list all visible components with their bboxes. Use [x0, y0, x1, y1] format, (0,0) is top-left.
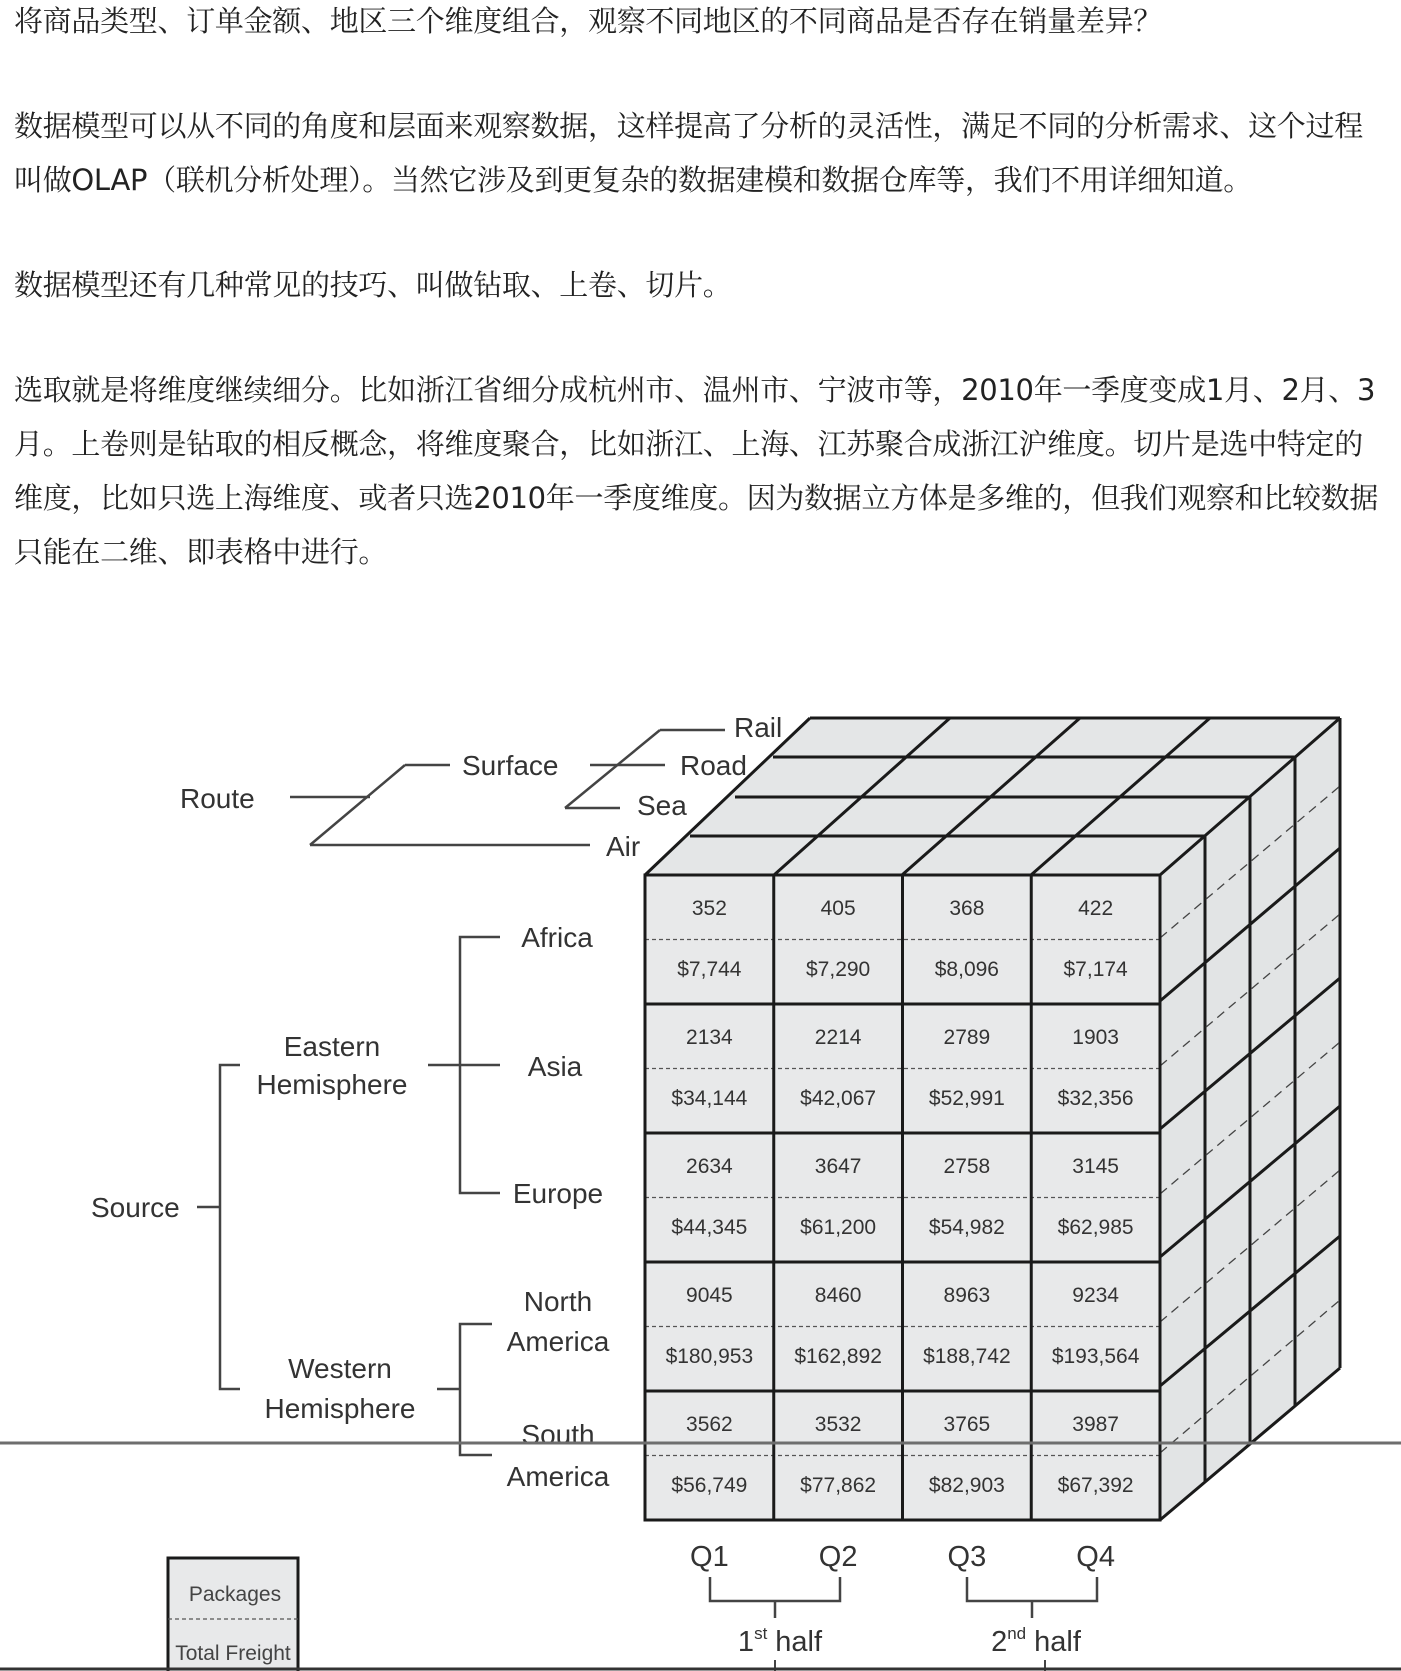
region-europe-label: Europe	[512, 1178, 604, 1209]
cell-packages-value: 9045	[686, 1284, 733, 1307]
cell-packages-value: 3532	[814, 1413, 862, 1436]
region-asia-label: Asia	[527, 1051, 583, 1082]
cell-freight-value: $7,744	[677, 958, 742, 981]
cell-packages-value: 8963	[943, 1284, 991, 1307]
cell-packages-value: 2214	[814, 1026, 862, 1049]
cell-freight-value: $44,345	[671, 1216, 748, 1239]
legend-total-freight: Total Freight	[175, 1642, 291, 1665]
quarter-label: Q4	[1076, 1541, 1115, 1573]
cell-packages-value: 3647	[814, 1155, 862, 1178]
cell-freight-value: $82,903	[928, 1474, 1005, 1497]
route-label: Route	[180, 783, 255, 814]
cell-packages-value: 9234	[1072, 1284, 1119, 1307]
cell-freight-value: $32,356	[1057, 1087, 1134, 1110]
legend-box	[168, 1558, 298, 1671]
paragraph-drill-rollup-slice: 选取就是将维度继续细分。比如浙江省细分成杭州市、温州市、宁波市等，2010年一季度变成1月、2月、3月。上卷则是钻取的相反概念，将维度聚合，比如浙江、上海、江苏聚合成浙江沪维度。切片是选中特定的维度，比如只选上海维度、或者只选2010年一季度维度。因为数据立方体是多维的，但我们观察和比较数据只能在二维、即表格中进行。	[14, 373, 1379, 569]
cell-packages-value: 368	[949, 897, 985, 920]
source-label: Source	[91, 1192, 180, 1223]
cell-packages-value: 3562	[686, 1413, 733, 1436]
region-north-america-line1: North	[523, 1286, 593, 1317]
cell-packages-value: 8460	[814, 1284, 862, 1307]
cell-freight-value: $52,991	[928, 1087, 1005, 1110]
cell-packages-value: 405	[820, 897, 856, 920]
first-half-label: 1st half	[737, 1624, 823, 1658]
second-half-label: 2nd half	[991, 1624, 1081, 1658]
cell-packages-value: 3987	[1072, 1413, 1119, 1436]
cell-freight-value: $62,985	[1057, 1216, 1134, 1239]
cell-freight-value: $188,742	[923, 1345, 1011, 1368]
route-sea-label: Sea	[637, 790, 687, 821]
cell-freight-value: $8,096	[934, 958, 999, 981]
cell-freight-value: $7,290	[806, 958, 871, 981]
cell-packages-value: 2134	[686, 1026, 733, 1049]
cell-packages-value: 3765	[943, 1413, 991, 1436]
cell-freight-value: $34,144	[671, 1087, 748, 1110]
route-surface-label: Surface	[462, 750, 559, 781]
paragraph-intro-question: 将商品类型、订单金额、地区三个维度组合，观察不同地区的不同商品是否存在销量差异？	[14, 4, 1163, 38]
cell-packages-value: 2758	[943, 1155, 991, 1178]
cell-freight-value: $162,892	[794, 1345, 882, 1368]
route-rail-label: Rail	[734, 712, 783, 743]
legend-packages: Packages	[188, 1583, 282, 1606]
cell-freight-value: $77,862	[800, 1474, 877, 1497]
cell-packages-value: 352	[691, 897, 727, 920]
cell-freight-value: $61,200	[800, 1216, 877, 1239]
cell-packages-value: 2634	[686, 1155, 733, 1178]
cell-packages-value: 422	[1078, 897, 1114, 920]
cell-freight-value: $56,749	[671, 1474, 748, 1497]
region-africa-label: Africa	[521, 922, 593, 953]
paragraph-olap: 数据模型可以从不同的角度和层面来观察数据，这样提高了分析的灵活性，满足不同的分析需求、这个过程叫做OLAP（联机分析处理）。当然它涉及到更复杂的数据建模和数据仓库等，我们不用详细知道。	[14, 109, 1363, 197]
eastern-hemisphere-line1: Eastern	[283, 1031, 381, 1062]
western-hemisphere-line2: Hemisphere	[264, 1393, 416, 1424]
cell-freight-value: $193,564	[1051, 1345, 1140, 1368]
paragraph-techniques: 数据模型还有几种常见的技巧、叫做钻取、上卷、切片。	[14, 268, 732, 302]
cell-freight-value: $7,174	[1063, 958, 1128, 981]
cell-packages-value: 3145	[1072, 1155, 1119, 1178]
quarter-label: Q2	[818, 1541, 858, 1573]
route-air-label: Air	[606, 831, 641, 862]
quarter-label: Q3	[947, 1541, 987, 1573]
route-dimension	[290, 730, 725, 845]
cube-front-face	[645, 875, 1160, 1520]
eastern-hemisphere-line2: Hemisphere	[256, 1069, 408, 1100]
cell-freight-value: $42,067	[800, 1087, 877, 1110]
quarter-label: Q1	[690, 1541, 729, 1573]
cell-packages-value: 1903	[1072, 1026, 1119, 1049]
route-road-label: Road	[680, 750, 747, 781]
western-hemisphere-line1: Western	[288, 1353, 392, 1384]
cell-freight-value: $180,953	[665, 1345, 754, 1368]
cell-freight-value: $54,982	[928, 1216, 1005, 1239]
cell-packages-value: 2789	[943, 1026, 991, 1049]
region-north-america-line2: America	[506, 1326, 610, 1357]
cell-freight-value: $67,392	[1057, 1474, 1134, 1497]
region-south-america-line2: America	[506, 1461, 610, 1492]
region-south-america-line1: South	[521, 1419, 595, 1450]
